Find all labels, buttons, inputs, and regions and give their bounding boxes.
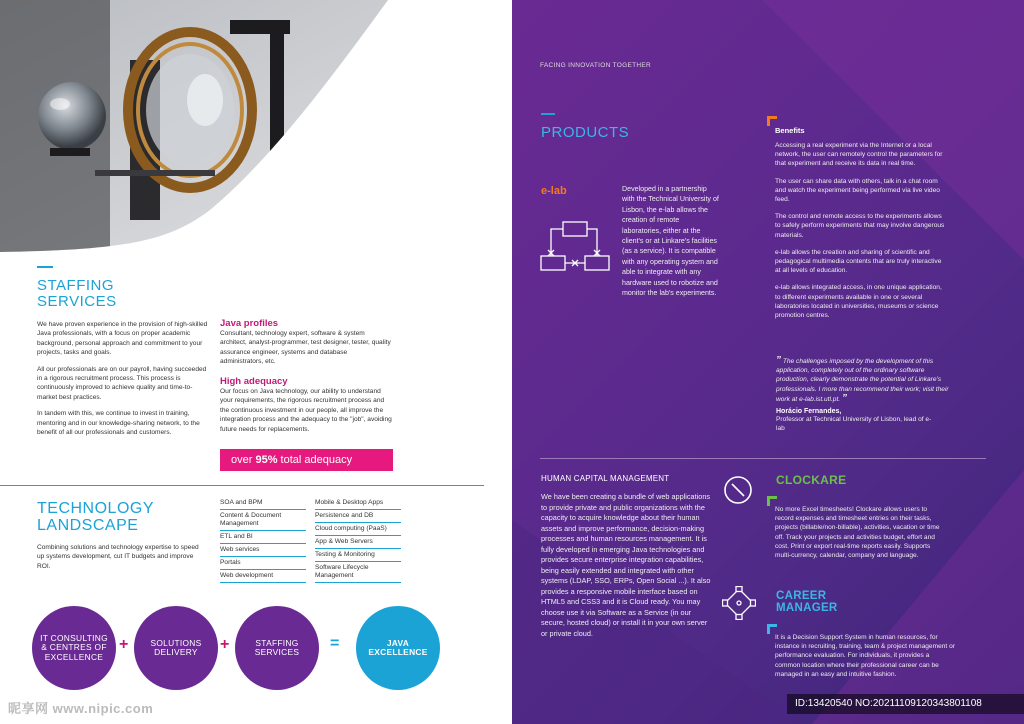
lab-equipment-photo [0, 0, 512, 260]
java-excellence-circle [356, 606, 440, 690]
staffing-text [37, 320, 209, 444]
products-title: PRODUCTS [541, 124, 630, 141]
staffing-title-line2: SERVICES [37, 293, 117, 310]
elab-network-icon [539, 220, 611, 274]
right-page [512, 0, 1024, 724]
staffing-paragraph: We have proven experience in the provision of high-skilled Java professionals, with a focus on proper academic background, personal approach and commitment to your projects, tasks and goals. [37, 321, 208, 357]
list-item: App & Web Servers [315, 536, 401, 549]
elab-text: Developed in a partnership with the Technical University of Lisbon, the e-lab allows the creation of remote laboratories, either at the client's or at Linkare's facilities (as a service). It is compatible with any operating system and able to integrate with any hardware used to robotize and monitor the lab's experiments. [622, 185, 719, 298]
circle-label: & CENTRES OF [41, 642, 107, 653]
technology-list-1 [220, 497, 306, 583]
plus-sign: + [119, 636, 129, 653]
staffing-services-circle [235, 606, 319, 690]
circle-label: EXCELLENCE [44, 651, 104, 662]
quote-text: The challenges imposed by the development of this application, completely out of the ordinary software production, clearly demonstrate the potential of Linkare's professionals. I more than recommend their work; visit their work at e-lab.ist.utl.pt. [776, 358, 949, 403]
technology-title [37, 500, 154, 534]
adequacy-banner [220, 449, 393, 471]
career-title-line2: MANAGER [776, 602, 838, 614]
quote-author: Horácio Fernandes, [776, 408, 842, 416]
java-profiles-text: Consultant, technology expert, software & system architect, analyst-programmer, test designer, tester, quality assurance engineer, systems and database administrators, etc. [220, 330, 391, 366]
high-adequacy-text: Our focus on Java technology, our ability to understand your requirements, the rigorous recruitment process and the continuous investment in our people, all improve the integration process and the adequacy to the "job", avoiding future needs for replacements. [220, 388, 392, 433]
section-divider [0, 485, 484, 486]
hcm-text: We have been creating a bundle of web applications to provide private and public organizations with the capacity to acquire knowledge about their human assets and improve performance, decision-making processes and human resources management. It is fully developed in emerging Java technologies and provides secure enterprise integration capabilities, being easily extended and integrated with other systems (LDAP, SSO, ERPs, Open Social ...). It also provides a responsive mobile interface based on HTML5 and CSS3 and it is Cloud ready. You may choose use it via Software as a Service (in our secure, hosted cloud) or install it in your own server or private cloud. [541, 492, 711, 638]
list-item: Software Lifecycle Management [315, 562, 401, 583]
technology-title-line2: LANDSCAPE [37, 517, 139, 534]
circle-label: SOLUTIONS [150, 637, 202, 648]
circle-label: EXCELLENCE [368, 647, 428, 657]
career-network-icon [722, 586, 756, 620]
equals-sign: = [330, 635, 340, 652]
clock-icon [723, 475, 753, 505]
list-item: Portals [220, 557, 306, 570]
banner-suffix: total adequacy [277, 454, 353, 466]
list-item: Testing & Monitoring [315, 549, 401, 562]
products-rule [541, 113, 555, 115]
elab-title: e-lab [541, 185, 567, 197]
page-header: FACING INNOVATION TOGETHER [540, 62, 651, 69]
quote-close-icon: ” [841, 392, 847, 404]
list-item: Content & Document Management [220, 510, 306, 531]
career-title [776, 590, 838, 614]
benefit-paragraph: e-lab allows integrated access, in one unique application, to different experiments available in one or several laboratories located in universities, museums or science promotion centres. [775, 284, 942, 320]
it-consulting-circle [32, 606, 116, 690]
circle-label: DELIVERY [154, 647, 198, 657]
solutions-delivery-circle [134, 606, 218, 690]
java-profiles [220, 318, 392, 367]
technology-title-line1: TECHNOLOGY [37, 500, 155, 517]
circle-label: STAFFING [255, 637, 299, 648]
benefit-paragraph: Accessing a real experiment via the Internet or a local network, the user can remotely control the parameters for that experiment and receive its data in real time. [775, 142, 943, 168]
benefit-paragraph: The control and remote access to the experiments allows to safely perform experiments that may involve dangerous materials. [775, 213, 945, 239]
watermark-logo: 昵享网 www.nipic.com [8, 701, 154, 716]
clockare-text: No more Excel timesheets! Clockare allows users to record expenses and timesheet entries on their tasks, projects (billable/non-billable), activities, vacation or time off. Track your projects and activities budget, effort and cost. Print or export real-time reports easily. Supports multi-currency, calendar, company and language. [775, 506, 940, 560]
list-item: Web development [220, 570, 306, 583]
high-adequacy [220, 376, 392, 434]
banner-prefix: over [231, 454, 256, 466]
benefit-paragraph: e-lab allows the creation and sharing of scientific and pedagogical multimedia contents that are truly interactive at all levels of education. [775, 248, 942, 275]
plus-sign: + [220, 636, 230, 653]
list-item: Mobile & Desktop Apps [315, 497, 401, 510]
list-item: Web services [220, 544, 306, 557]
staffing-paragraph: All our professionals are on our payroll, having succeeded in a rigorous recruitment process. This process is continuously improved to achieve quality and time-to-market best practices. [37, 365, 207, 401]
staffing-rule [37, 266, 53, 268]
watermark-id: ID:13420540 NO:20211109120343801108 [787, 694, 1024, 714]
testimonial [776, 356, 954, 433]
banner-value: 95% [255, 454, 278, 466]
circle-label: JAVA [386, 637, 410, 648]
staffing-paragraph: In tandem with this, we continue to invest in training, mentoring and in our knowledge-sharing network, to the benefit of all our professionals and customers. [37, 410, 200, 437]
quote-role: Professor at Technical University of Lisbon, lead of e-lab [776, 416, 932, 433]
list-item: SOA and BPM [220, 497, 306, 510]
circle-label: IT CONSULTING [40, 632, 108, 643]
career-text: It is a Decision Support System in human resources, for instance in recruiting, training, team & project management or performance evaluation. For individuals, it provides a common location where their professional career can be managed in an easy and intuitive fashion. [775, 634, 955, 678]
section-divider [540, 458, 986, 459]
technology-text: Combining solutions and technology expertise to speed up systems development, cut IT budgets and improve ROI. [37, 544, 199, 570]
benefits-bracket [767, 116, 777, 126]
clockare-title: CLOCKARE [776, 473, 847, 487]
benefit-paragraph: The user can share data with others, talk in a chat room and watch the experiment being performed via live video feed. [775, 177, 940, 204]
benefits-heading: Benefits [775, 126, 805, 135]
career-title-line1: CAREER [776, 590, 827, 602]
benefits-list [775, 141, 947, 328]
java-profiles-heading: Java profiles [220, 318, 279, 329]
quote-open-icon: ” [776, 355, 781, 366]
list-item: Cloud computing (PaaS) [315, 523, 401, 536]
technology-list-2 [315, 497, 401, 583]
circle-label: SERVICES [254, 647, 300, 657]
list-item: Persistence and DB [315, 510, 401, 523]
staffing-title-line1: STAFFING [37, 277, 115, 294]
high-adequacy-heading: High adequacy [220, 376, 288, 387]
staffing-title [37, 278, 117, 310]
list-item: ETL and BI [220, 531, 306, 544]
hcm-title: HUMAN CAPITAL MANAGEMENT [541, 474, 670, 483]
